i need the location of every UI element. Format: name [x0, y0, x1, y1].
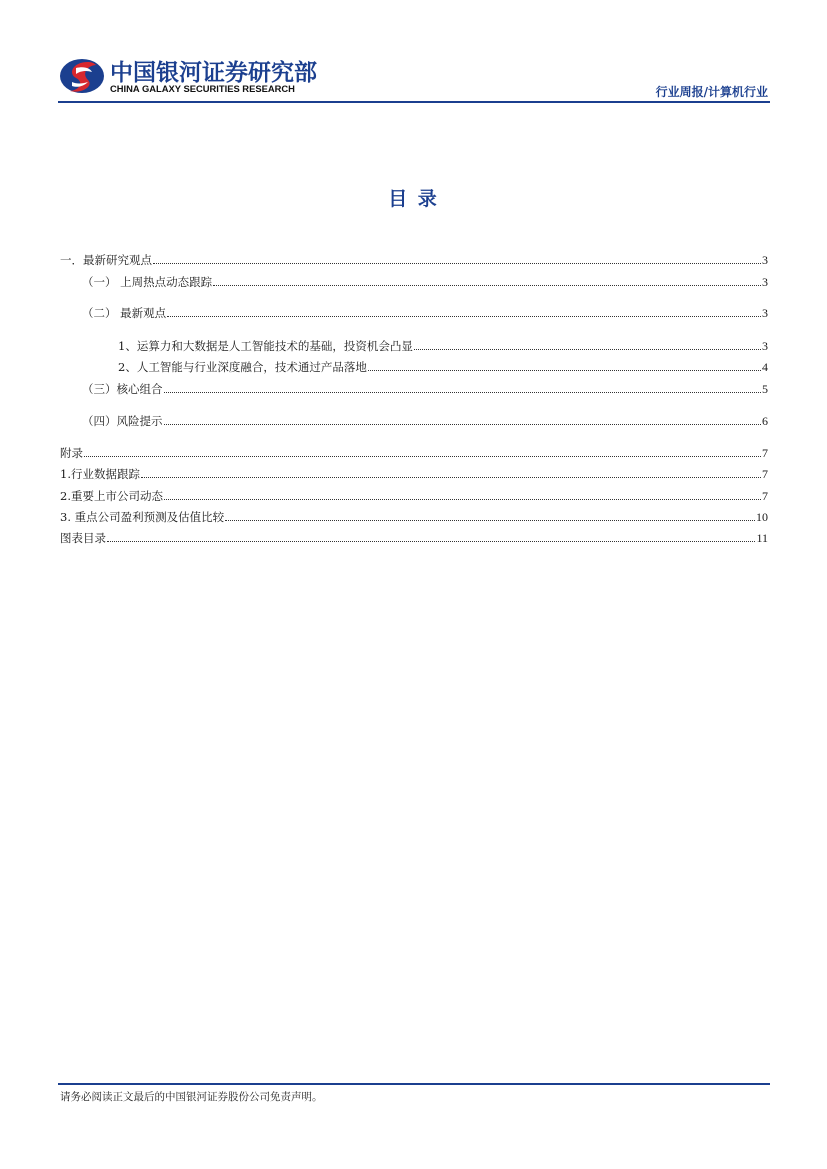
toc-entry[interactable]: [82, 412, 768, 428]
toc-entry-text: 1.行业数据跟踪: [60, 467, 140, 481]
toc-entry-text: 2、人工智能与行业深度融合，技术通过产品落地: [118, 360, 367, 374]
toc-entry-page: 7: [762, 446, 768, 460]
toc-entry[interactable]: [82, 304, 768, 320]
toc-entry[interactable]: [60, 487, 768, 503]
footer-disclaimer: 请务必阅读正文最后的中国银河证券股份公司免责声明。: [60, 1091, 323, 1103]
toc-leader-dots: [225, 519, 755, 521]
toc-leader-dots: [84, 455, 761, 457]
toc-leader-dots: [141, 476, 761, 478]
toc-entry[interactable]: [60, 465, 768, 481]
toc-entry[interactable]: [118, 358, 768, 374]
toc-leader-dots: [107, 540, 755, 542]
toc-entry-page: 7: [762, 489, 768, 503]
toc-entry-page: 10: [756, 510, 768, 524]
toc-entry-page: 7: [762, 467, 768, 481]
galaxy-logo-icon: [58, 56, 106, 96]
logo-english-name: CHINA GALAXY SECURITIES RESEARCH: [110, 83, 295, 94]
toc-entry[interactable]: [60, 444, 768, 460]
page-header: [58, 52, 770, 104]
toc-leader-dots: [153, 262, 761, 264]
toc-leader-dots: [164, 498, 761, 500]
toc-title: 目 录: [388, 188, 439, 210]
logo-chinese-name: 中国银河证券研究部: [110, 60, 317, 86]
toc-entry-page: 11: [756, 531, 768, 545]
toc-entry-page: 3: [762, 306, 768, 320]
toc-entry-page: 3: [762, 275, 768, 289]
toc-leader-dots: [213, 284, 761, 286]
toc-leader-dots: [368, 369, 761, 371]
footer-divider: [58, 1083, 770, 1085]
toc-leader-dots: [164, 391, 762, 393]
toc-entry-text: 3. 重点公司盈利预测及估值比较: [60, 510, 225, 524]
toc-entry-page: 4: [762, 360, 768, 374]
toc-entry-page: 6: [762, 414, 768, 428]
toc-entry-text: 2.重要上市公司动态: [60, 489, 163, 503]
toc-entry-page: 3: [762, 339, 768, 353]
toc-entry-text: 图表目录: [60, 531, 106, 545]
toc-entry-page: 5: [762, 382, 768, 396]
header-divider: [58, 101, 770, 103]
toc-entry-text: 1、运算力和大数据是人工智能技术的基础，投资机会凸显: [118, 339, 413, 353]
toc-entry-text: 附录: [60, 446, 83, 460]
toc-entry[interactable]: [60, 529, 768, 545]
report-category: 行业周报/计算机行业: [655, 85, 768, 99]
toc-leader-dots: [164, 423, 762, 425]
toc-entry[interactable]: [60, 251, 768, 267]
toc-entry[interactable]: [82, 380, 768, 396]
toc-leader-dots: [167, 315, 761, 317]
toc-leader-dots: [414, 348, 761, 350]
toc-entry-text: （一） 上周热点动态跟踪: [82, 275, 213, 289]
toc-entry[interactable]: [60, 508, 768, 524]
toc-entry-text: （三）核心组合: [82, 382, 163, 396]
toc-entry-page: 3: [762, 253, 768, 267]
toc-entry-text: （四）风险提示: [82, 414, 163, 428]
toc-entry-text: 一．最新研究观点: [60, 253, 152, 267]
toc-entry[interactable]: [82, 273, 768, 289]
toc-entry-text: （二） 最新观点: [82, 306, 167, 320]
toc-entry[interactable]: [118, 337, 768, 353]
